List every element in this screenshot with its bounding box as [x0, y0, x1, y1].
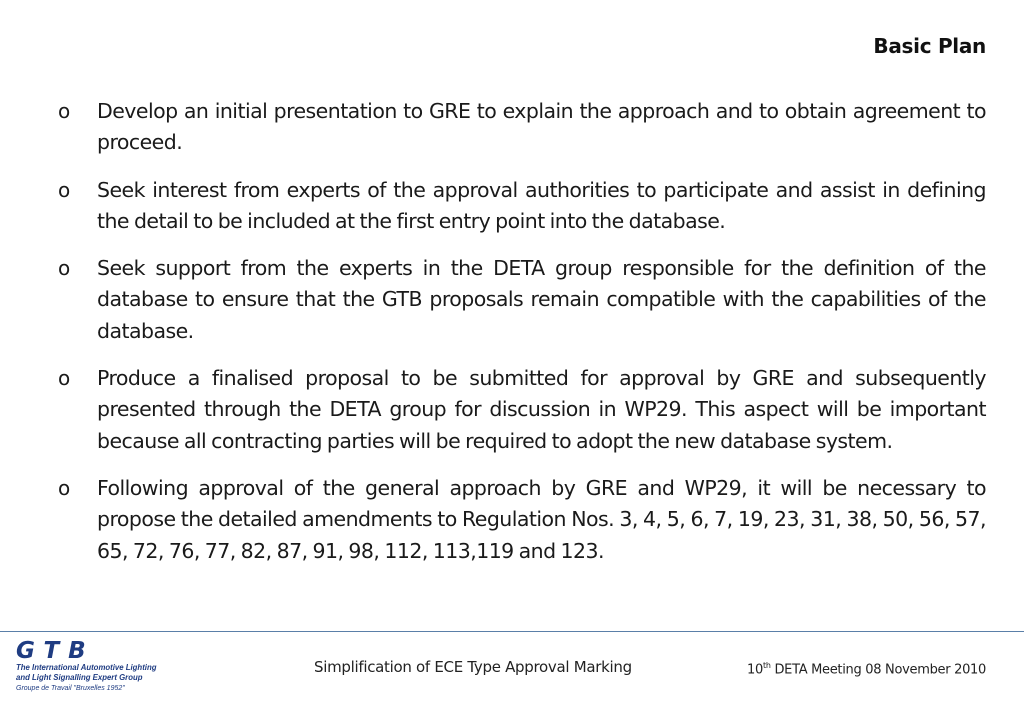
logo-mark: GTB	[16, 638, 95, 664]
page-title: Basic Plan	[873, 34, 986, 58]
list-item	[58, 473, 986, 567]
list-item	[58, 175, 986, 238]
bullet-marker: o	[58, 256, 70, 281]
bullet-marker: o	[58, 366, 70, 391]
bullet-marker: o	[58, 475, 70, 500]
footer-meeting-info	[747, 661, 986, 677]
bullet-text: Seek interest from experts of the approval authorities to participate and assist in defining the detail to be included at the first entry point into the database.	[97, 177, 986, 233]
gtb-logo	[16, 639, 166, 692]
list-item	[58, 96, 986, 159]
logo-line-3: Groupe de Travail "Bruxelles 1952"	[16, 685, 125, 692]
bullet-text: Following approval of the general approach by GRE and WP29, it will be necessary to propose the detailed amendments to Regulation Nos. 3, 4, 5, 6, 7, 19, 23, 31, 38, 50, 56, 57, 65, 72, 76, 77, 82, 87, 91, 98, 112, 113,119 and 123.	[97, 475, 986, 563]
list-item	[58, 253, 986, 347]
bullet-text: Develop an initial presentation to GRE to explain the approach and to obtain agreement to proceed.	[97, 99, 986, 155]
logo-line-2: and Light Signalling Expert Group	[16, 672, 143, 682]
bullet-text: Produce a finalised proposal to be submitted for approval by GRE and subsequently presented through the DETA group for discussion in WP29. This aspect will be important because all contracting parties will be required to adopt the new database system.	[97, 366, 986, 453]
logo-line-1: The International Automotive Lighting	[16, 663, 157, 672]
bullet-marker: o	[58, 177, 70, 202]
bullet-list	[58, 96, 986, 583]
meeting-suffix: th	[763, 661, 771, 670]
footer-divider	[0, 631, 1024, 632]
meeting-text: DETA Meeting 08 November 2010	[770, 662, 986, 678]
footer-presentation-title: Simplification of ECE Type Approval Marking	[314, 658, 632, 676]
list-item	[58, 363, 986, 457]
bullet-text: Seek support from the experts in the DETA group responsible for the definition of the database to ensure that the GTB proposals remain compatible with the capabilities of the database.	[97, 256, 986, 343]
bullet-marker: o	[58, 99, 70, 123]
meeting-number: 10	[747, 662, 763, 678]
